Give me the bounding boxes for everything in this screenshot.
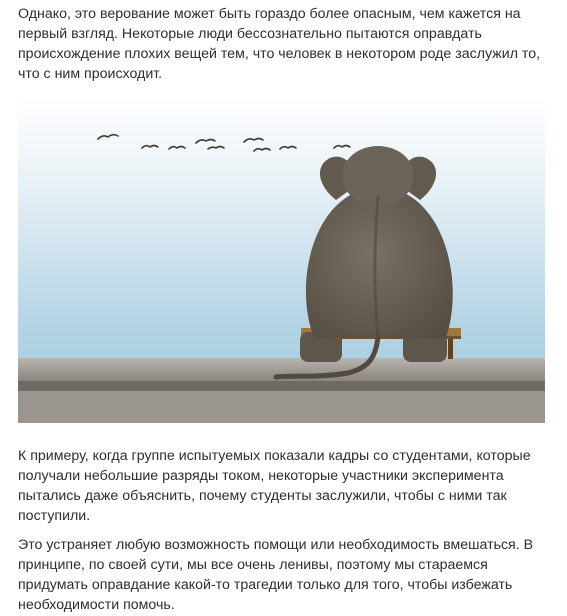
article-photo	[18, 96, 545, 423]
road	[18, 391, 545, 423]
pavement-edge	[18, 381, 545, 391]
paragraph-1: Однако, это верование может быть гораздо более опасным, чем кажется на первый взгляд. Некоторые люди бессознательно пытаются оправдать происхождение плохих вещей тем, что человек в некотором роде заслужил то, что с ним происходит.	[18, 6, 541, 82]
paragraph-2: К примеру, когда группе испытуемых показали кадры со студентами, которые получали небольшие разряды током, некоторые участники эксперимента пытались даже объяснить, почему студенты заслужили, чтобы с ними так поступили.	[18, 448, 531, 524]
sea-horizon	[18, 336, 545, 358]
paragraph-3: Это устраняет любую возможность помощи или необходимость вмешаться. В принципе, по своей сути, мы все очень ленивы, поэтому мы стараемся придумать оправдание какой-то трагедии только для того, чтобы избежать необходимости помочь.	[18, 537, 534, 613]
sky	[18, 96, 545, 358]
elephant-on-bench-illustration	[18, 96, 545, 423]
